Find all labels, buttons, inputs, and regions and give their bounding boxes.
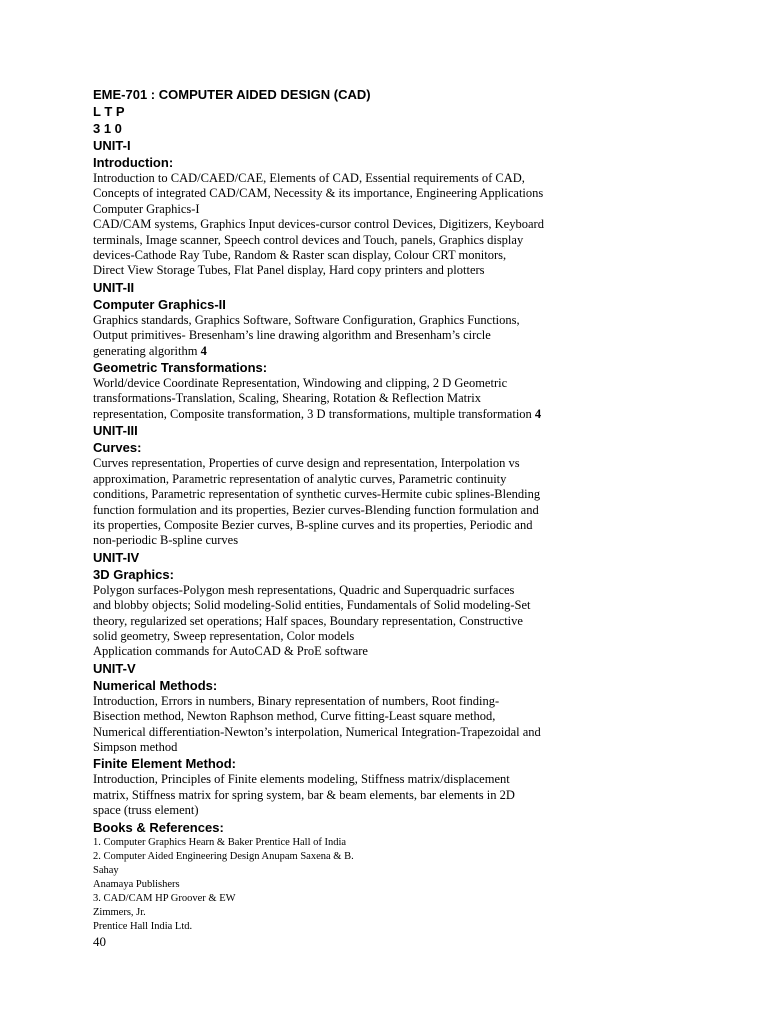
page-number: 40	[93, 933, 106, 949]
text-line-with-hours	[93, 344, 613, 359]
text-line: transformations-Translation, Scaling, Shearing, Rotation & Reflection Matrix	[93, 391, 482, 406]
reference-line: Zimmers, Jr.	[93, 906, 146, 918]
text-line: Simpson method	[93, 739, 178, 754]
text-line: conditions, Parametric representation of synthetic curves-Hermite cubic splines-Blending	[93, 487, 541, 502]
3d-graphics-heading: 3D Graphics:	[93, 566, 174, 582]
unit-4-label: UNIT-IV	[93, 549, 140, 565]
text-line: Introduction to CAD/CAED/CAE, Elements of CAD, Essential requirements of CAD,	[93, 171, 525, 185]
text-line: Introduction, Errors in numbers, Binary representation of numbers, Root finding-	[93, 693, 500, 708]
unit-1-label: UNIT-I	[93, 138, 131, 153]
reference-line: 1. Computer Graphics Hearn & Baker Prentice Hall of India	[93, 836, 347, 848]
text-line: theory, regularized set operations; Half spaces, Boundary representation, Constructive	[93, 613, 523, 628]
unit-2-label: UNIT-II	[93, 279, 135, 295]
books-references-heading: Books & References:	[93, 819, 224, 835]
text-line: terminals, Image scanner, Speech control devices and Touch, panels, Graphics display	[93, 232, 524, 247]
finite-element-method-heading: Finite Element Method:	[93, 756, 236, 772]
reference-line: Sahay	[93, 864, 119, 876]
text-line: Application commands for AutoCAD & ProE software	[93, 644, 368, 659]
text-line: and blobby objects; Solid modeling-Solid entities, Fundamentals of Solid modeling-Set	[93, 598, 531, 613]
text-line: non-periodic B-spline curves	[93, 533, 239, 548]
unit-5-label: UNIT-V	[93, 660, 136, 676]
geometric-transformations-heading: Geometric Transformations:	[93, 360, 268, 376]
text-line: Bisection method, Newton Raphson method, Curve fitting-Least square method,	[93, 709, 496, 724]
course-title: EME-701 : COMPUTER AIDED DESIGN (CAD)	[93, 87, 371, 102]
ltp-values: 3 1 0	[93, 121, 122, 136]
reference-line: Anamaya Publishers	[93, 878, 180, 890]
reference-line: 3. CAD/CAM HP Groover & EW	[93, 892, 236, 904]
text-line-with-hours	[93, 407, 613, 422]
text-line: Direct View Storage Tubes, Flat Panel display, Hard copy printers and plotters	[93, 263, 485, 278]
finite-element-method-body	[93, 772, 613, 818]
text-line: Graphics standards, Graphics Software, Software Configuration, Graphics Functions,	[93, 312, 520, 327]
unit-3-label: UNIT-III	[93, 423, 138, 439]
syllabus-page	[93, 86, 613, 950]
text-line: matrix, Stiffness matrix for spring system, bar & beam elements, bar elements in 2D	[93, 787, 515, 802]
3d-graphics-body	[93, 583, 613, 660]
computer-graphics-2-body	[93, 313, 613, 359]
numerical-methods-heading: Numerical Methods:	[93, 677, 218, 693]
books-references-list	[93, 836, 613, 934]
text-line: Polygon surfaces-Polygon mesh representations, Quadric and Superquadric surfaces	[93, 582, 515, 597]
introduction-heading: Introduction:	[93, 155, 174, 170]
numerical-methods-body	[93, 694, 613, 756]
text-line: approximation, Parametric representation of analytic curves, Parametric continuity	[93, 471, 507, 486]
geometric-transformations-body	[93, 376, 613, 422]
text-line: World/device Coordinate Representation, Windowing and clipping, 2 D Geometric	[93, 376, 508, 391]
text-line: solid geometry, Sweep representation, Color models	[93, 628, 355, 643]
text-line: CAD/CAM systems, Graphics Input devices-cursor control Devices, Digitizers, Keyboard	[93, 217, 544, 232]
text-line: Output primitives- Bresenham’s line drawing algorithm and Bresenham’s circle	[93, 328, 491, 343]
text-line: Computer Graphics-I	[93, 201, 200, 216]
curves-heading: Curves:	[93, 440, 142, 456]
text-line: space (truss element)	[93, 803, 199, 818]
computer-graphics-2-heading: Computer Graphics-II	[93, 296, 226, 312]
text-segment: generating algorithm	[93, 343, 201, 358]
text-line: Curves representation, Properties of curve design and representation, Interpolation vs	[93, 456, 520, 471]
text-segment: representation, Composite transformation, 3 D transformations, multiple transformation	[93, 406, 535, 421]
lecture-hours: 4	[534, 406, 542, 421]
text-line: function formulation and its properties, Bezier curves-Blending function formulation and	[93, 502, 539, 517]
text-line: devices-Cathode Ray Tube, Random & Raster scan display, Colour CRT monitors,	[93, 248, 507, 263]
curves-body	[93, 456, 613, 548]
ltp-label: L T P	[93, 104, 125, 119]
reference-line: Prentice Hall India Ltd.	[93, 920, 193, 932]
text-line: Concepts of integrated CAD/CAM, Necessity & its importance, Engineering Applications	[93, 186, 544, 201]
text-line: its properties, Composite Bezier curves, B-spline curves and its properties, Periodic and	[93, 517, 533, 532]
text-line: Introduction, Principles of Finite elements modeling, Stiffness matrix/displacement	[93, 772, 510, 787]
text-line: Numerical differentiation-Newton’s interpolation, Numerical Integration-Trapezoidal and	[93, 724, 541, 739]
introduction-body	[93, 171, 613, 279]
lecture-hours: 4	[200, 343, 207, 358]
reference-line: 2. Computer Aided Engineering Design Anupam Saxena & B.	[93, 850, 354, 862]
